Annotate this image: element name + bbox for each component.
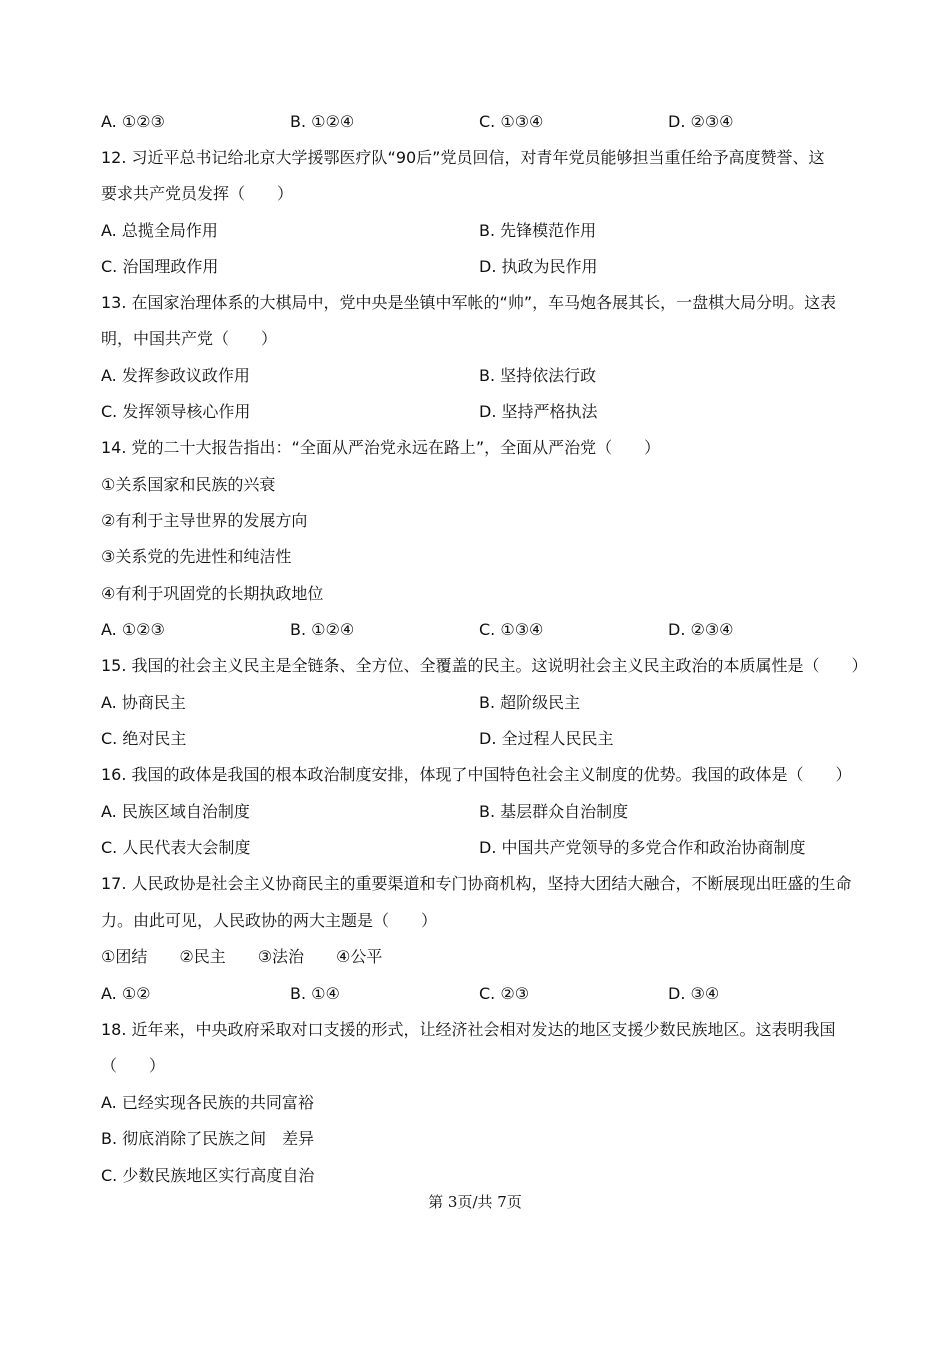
q13-option-c[interactable]: C. 发挥领导核心作用	[101, 402, 251, 421]
q14-statement-1: ①关系国家和民族的兴衰	[101, 475, 276, 494]
q18-option-a[interactable]: A. 已经实现各民族的共同富裕	[101, 1093, 314, 1112]
q11-option-c[interactable]: C. ①③④	[479, 112, 544, 131]
q16-option-b[interactable]: B. 基层群众自治制度	[479, 802, 629, 821]
q12-option-d[interactable]: D. 执政为民作用	[479, 257, 598, 276]
q18-stem-line1: 18. 近年来，中央政府采取对口支援的形式，让经济社会相对发达的地区支援少数民族地区。这表明我国	[101, 1020, 836, 1039]
q13-option-d[interactable]: D. 坚持严格执法	[479, 402, 598, 421]
q13-option-b[interactable]: B. 坚持依法行政	[479, 366, 597, 385]
q11-option-b[interactable]: B. ①②④	[290, 112, 355, 131]
q14-stem-line1: 14. 党的二十大报告指出：“全面从严治党永远在路上”，全面从严治党（ ）	[101, 438, 661, 457]
q14-option-b[interactable]: B. ①②④	[290, 620, 355, 639]
q16-option-a[interactable]: A. 民族区域自治制度	[101, 802, 250, 821]
q17-statements: ①团结 ②民主 ③法治 ④公平	[101, 947, 383, 966]
q13-stem-line2: 明，中国共产党（ ）	[101, 329, 278, 348]
q17-stem-line1: 17. 人民政协是社会主义协商民主的重要渠道和专门协商机构，坚持大团结大融合，不断展现出旺盛的生命	[101, 874, 852, 893]
q17-option-c[interactable]: C. ②③	[479, 984, 530, 1003]
q14-statement-2: ②有利于主导世界的发展方向	[101, 511, 308, 530]
q16-stem-line1: 16. 我国的政体是我国的根本政治制度安排，体现了中国特色社会主义制度的优势。我国的政体是（ ）	[101, 765, 852, 784]
q17-option-d[interactable]: D. ③④	[668, 984, 720, 1003]
q18-option-c[interactable]: C. 少数民族地区实行高度自治	[101, 1166, 315, 1185]
q12-option-a[interactable]: A. 总揽全局作用	[101, 221, 218, 240]
q16-option-d[interactable]: D. 中国共产党领导的多党合作和政治协商制度	[479, 838, 806, 857]
q18-stem-line2: （ ）	[101, 1056, 166, 1075]
q14-option-d[interactable]: D. ②③④	[668, 620, 734, 639]
q18-option-b[interactable]: B. 彻底消除了民族之间 差异	[101, 1129, 315, 1148]
q13-stem-line1: 13. 在国家治理体系的大棋局中，党中央是坐镇中军帐的“帅”，车马炮各展其长，一盘棋大局分明。这表	[101, 293, 837, 312]
q12-option-c[interactable]: C. 治国理政作用	[101, 257, 219, 276]
q11-option-d[interactable]: D. ②③④	[668, 112, 734, 131]
page-footer: 第 3页/共 7页	[428, 1193, 522, 1211]
q17-option-a[interactable]: A. ①②	[101, 984, 151, 1003]
q17-option-b[interactable]: B. ①④	[290, 984, 340, 1003]
q14-statement-3: ③关系党的先进性和纯洁性	[101, 547, 292, 566]
q15-option-a[interactable]: A. 协商民主	[101, 693, 186, 712]
q12-stem-line1: 12. 习近平总书记给北京大学援鄂医疗队“90后”党员回信，对青年党员能够担当重任给予高度赞誉、这	[101, 148, 825, 167]
q17-stem-line2: 力。由此可见，人民政协的两大主题是（ ）	[101, 911, 438, 930]
q15-option-d[interactable]: D. 全过程人民民主	[479, 729, 614, 748]
q14-option-c[interactable]: C. ①③④	[479, 620, 544, 639]
q15-stem-line1: 15. 我国的社会主义民主是全链条、全方位、全覆盖的民主。这说明社会主义民主政治的本质属性是（ ）	[101, 656, 868, 675]
q14-statement-4: ④有利于巩固党的长期执政地位	[101, 584, 324, 603]
q11-option-a[interactable]: A. ①②③	[101, 112, 165, 131]
q15-option-b[interactable]: B. 超阶级民主	[479, 693, 581, 712]
q15-option-c[interactable]: C. 绝对民主	[101, 729, 187, 748]
q14-option-a[interactable]: A. ①②③	[101, 620, 165, 639]
q12-option-b[interactable]: B. 先锋模范作用	[479, 221, 597, 240]
q13-option-a[interactable]: A. 发挥参政议政作用	[101, 366, 250, 385]
q16-option-c[interactable]: C. 人民代表大会制度	[101, 838, 251, 857]
q12-stem-line2: 要求共产党员发挥（ ）	[101, 184, 294, 203]
